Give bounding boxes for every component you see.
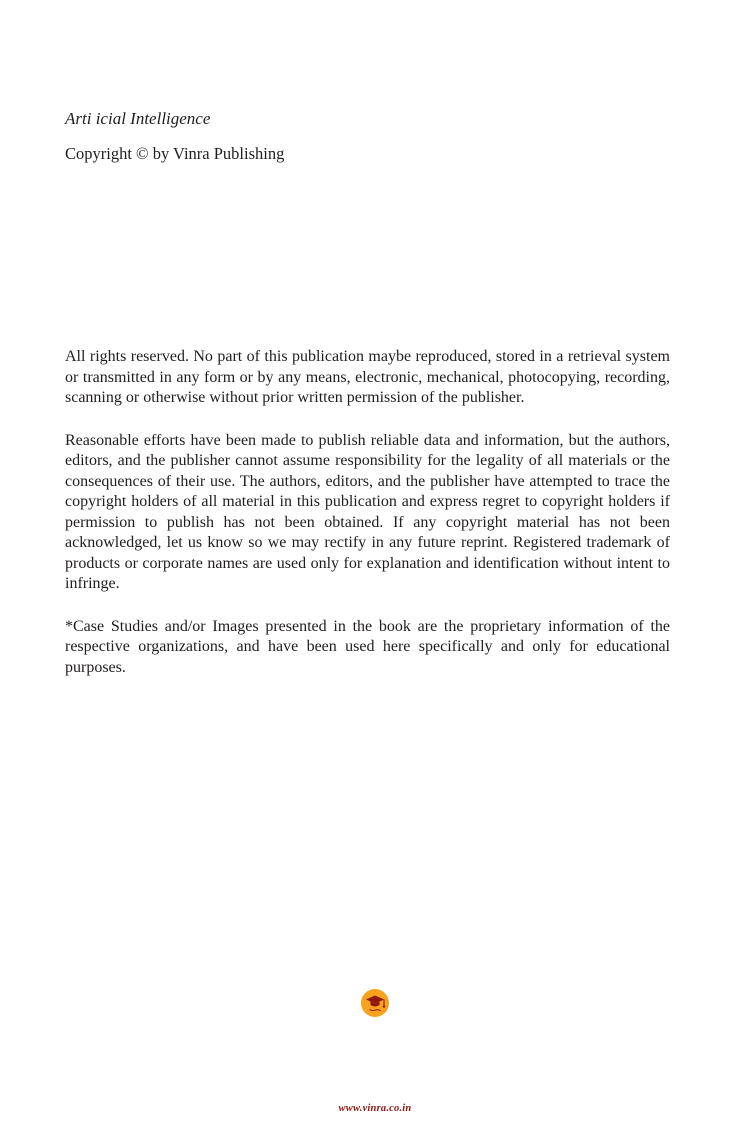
book-title: Arti icial Intelligence [65, 109, 211, 128]
copyright-page-content [65, 0, 670, 678]
publisher-url: www.vinra.co.in [338, 1103, 412, 1114]
case-studies-note-paragraph: *Case Studies and/or Images presented in the book are the proprietary information of the respective organizations, and have been used here specifically and only for educational purposes. [65, 617, 670, 676]
rights-reserved-paragraph: All rights reserved. No part of this publication maybe reproduced, stored in a retrieval system or transmitted in any form or by any means, electronic, mechanical, photocopying, recording, scanning or otherwise without prior written permission of the publisher. [65, 348, 670, 406]
publisher-logo [360, 988, 390, 1018]
copyright-line: Copyright © by Vinra Publishing [65, 144, 285, 163]
graduation-cap-icon [360, 988, 390, 1018]
disclaimer-paragraph: Reasonable efforts have been made to publish reliable data and information, but the authors, editors, and the publisher cannot assume responsibility for the legality of all materials or the consequences of their use. The authors, editors, and the publisher have attempted to trace the copyright holders of all material in this publication and express regret to copyright holders if permission to publish has not been obtained. If any copyright material has not been acknowledged, let us know so we may rectify in any future reprint. Registered trademark of products or corporate names are used only for explanation and identification without intent to infringe. [65, 431, 670, 592]
